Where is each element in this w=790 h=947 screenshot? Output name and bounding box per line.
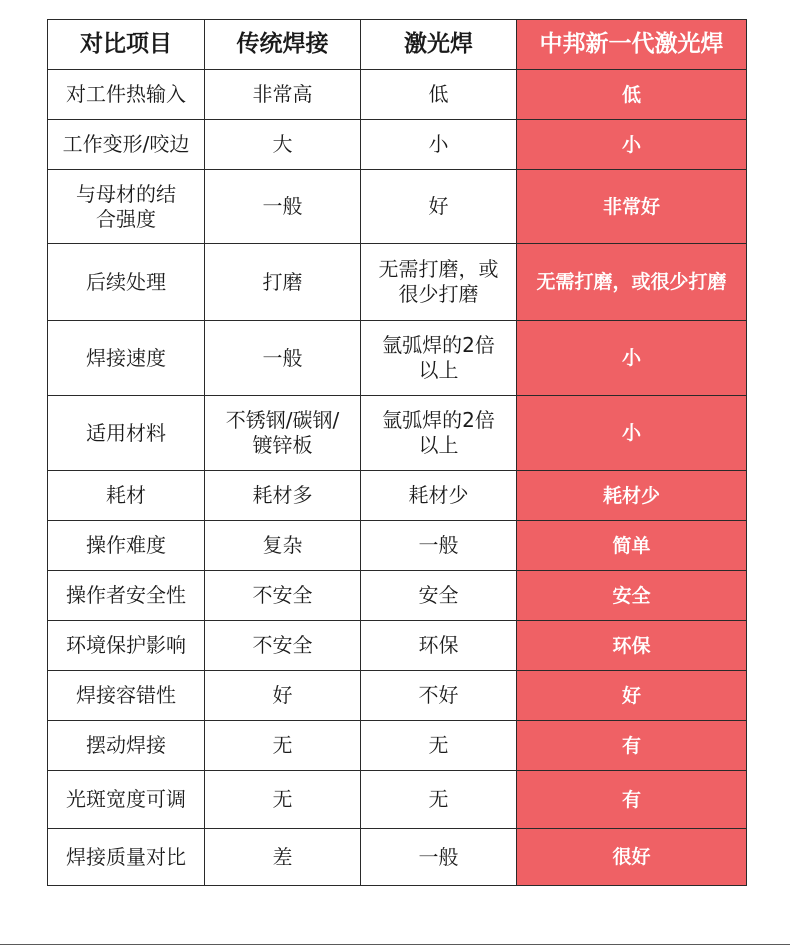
table-header-row [48,20,747,70]
traditional-cell: 一般 [205,170,361,244]
zhongbang-cell [517,244,747,321]
zhongbang-cell [517,396,747,471]
zhongbang-cell-text: 安全 [612,584,651,607]
zhongbang-cell [517,621,747,671]
zhongbang-cell-text: 小 [621,422,641,444]
row-label: 摆动焊接 [48,721,205,771]
table-row [48,396,747,471]
zhongbang-cell [517,571,747,621]
table-row [48,120,747,170]
traditional-cell: 一般 [205,321,361,396]
traditional-cell: 大 [205,120,361,170]
comparison-table [47,19,747,886]
row-label: 操作难度 [48,521,205,571]
table-row [48,671,747,721]
row-label: 适用材料 [48,396,205,471]
row-label: 焊接速度 [48,321,205,396]
table-row [48,521,747,571]
laser-cell: 耗材少 [361,471,517,521]
traditional-cell: 无 [205,721,361,771]
traditional-cell: 不安全 [205,621,361,671]
zhongbang-cell-text: 好 [621,684,641,707]
laser-cell: 一般 [361,829,517,886]
zhongbang-cell-text: 小 [621,133,641,156]
row-label: 环境保护影响 [48,621,205,671]
zhongbang-cell-text: 环保 [612,634,651,657]
traditional-cell: 不锈钢/碳钢/镀锌板 [205,396,361,471]
table-row [48,321,747,396]
zhongbang-cell-text: 有 [621,734,641,757]
zhongbang-cell [517,170,747,244]
table-row [48,571,747,621]
table-row [48,170,747,244]
zhongbang-cell [517,771,747,829]
laser-cell: 不好 [361,671,517,721]
traditional-cell: 好 [205,671,361,721]
zhongbang-cell [517,321,747,396]
laser-cell: 好 [361,170,517,244]
row-label: 工作变形/咬边 [48,120,205,170]
table-row [48,70,747,120]
zhongbang-cell-text: 很好 [612,846,651,868]
laser-cell: 环保 [361,621,517,671]
zhongbang-cell-text: 非常好 [602,195,660,218]
laser-cell: 无 [361,771,517,829]
row-label: 后续处理 [48,244,205,321]
laser-cell: 氩弧焊的2倍以上 [361,321,517,396]
laser-cell: 低 [361,70,517,120]
row-label: 焊接容错性 [48,671,205,721]
zhongbang-cell [517,721,747,771]
zhongbang-cell-text: 小 [621,347,641,369]
table-row [48,471,747,521]
header-cell-item: 对比项目 [48,20,205,70]
zhongbang-cell [517,120,747,170]
laser-cell: 氩弧焊的2倍以上 [361,396,517,471]
zhongbang-cell [517,829,747,886]
laser-cell: 无 [361,721,517,771]
header-cell-zhongbang: 中邦新一代激光焊 [517,20,747,70]
table-row [48,621,747,671]
row-label: 对工件热输入 [48,70,205,120]
traditional-cell: 不安全 [205,571,361,621]
table-row [48,244,747,321]
zhongbang-cell [517,521,747,571]
traditional-cell: 差 [205,829,361,886]
laser-cell: 安全 [361,571,517,621]
row-label: 操作者安全性 [48,571,205,621]
zhongbang-cell [517,671,747,721]
traditional-cell: 无 [205,771,361,829]
bottom-divider [0,944,790,945]
laser-cell: 无需打磨，或很少打磨 [361,244,517,321]
table-row [48,829,747,886]
header-cell-laser: 激光焊 [361,20,517,70]
traditional-cell: 复杂 [205,521,361,571]
zhongbang-cell-text: 有 [621,788,641,811]
header-cell-traditional: 传统焊接 [205,20,361,70]
row-label: 光斑宽度可调 [48,771,205,829]
row-label: 焊接质量对比 [48,829,205,886]
zhongbang-cell-text: 简单 [612,534,651,557]
laser-cell: 一般 [361,521,517,571]
traditional-cell: 耗材多 [205,471,361,521]
table-row [48,721,747,771]
table-row [48,771,747,829]
zhongbang-cell-text: 耗材少 [602,484,660,507]
traditional-cell: 非常高 [205,70,361,120]
zhongbang-cell [517,70,747,120]
zhongbang-cell-text: 低 [621,83,641,106]
row-label: 耗材 [48,471,205,521]
zhongbang-cell-text: 无需打磨，或很少打磨 [536,271,727,293]
row-label: 与母材的结合强度 [48,170,205,244]
traditional-cell: 打磨 [205,244,361,321]
zhongbang-cell [517,471,747,521]
laser-cell: 小 [361,120,517,170]
